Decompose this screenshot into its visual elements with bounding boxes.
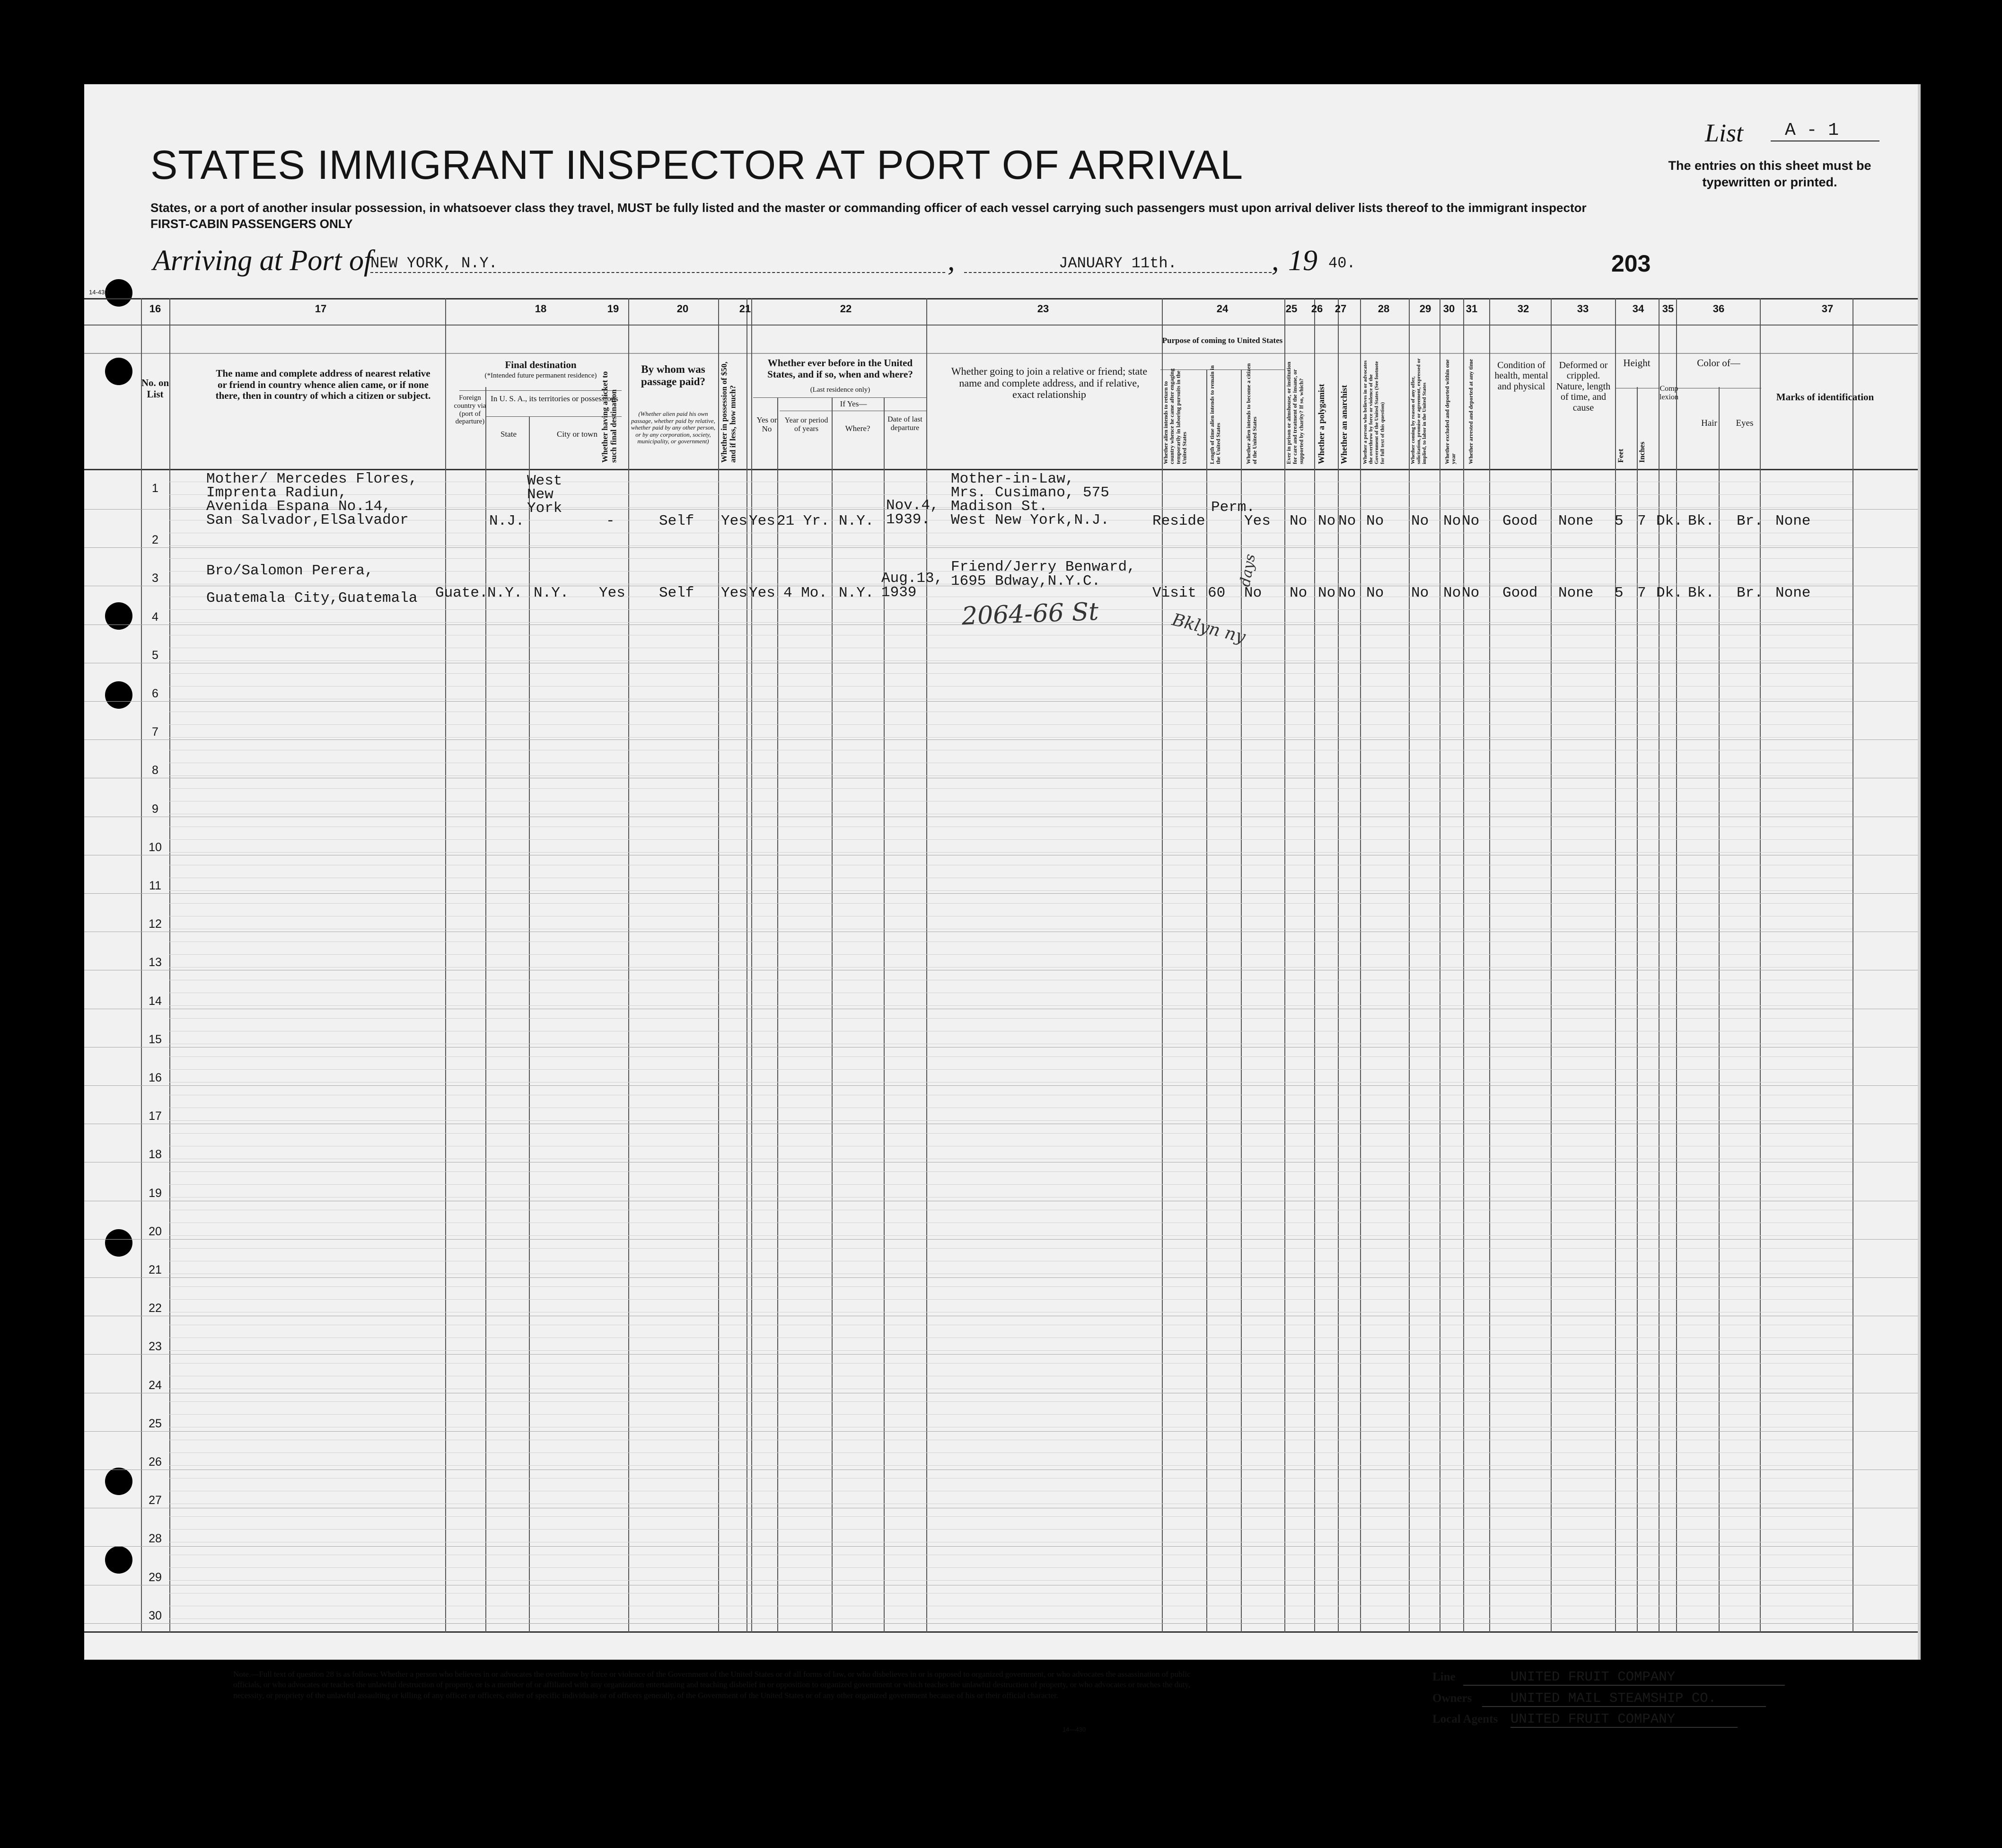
row-number: 27 xyxy=(149,1494,162,1507)
column-rule xyxy=(1615,298,1616,1632)
header-last-residence: (Last residence only) xyxy=(810,386,870,394)
entry-2-hair: Bk. xyxy=(1688,585,1714,601)
row-number: 15 xyxy=(149,1033,162,1046)
fine-rule xyxy=(169,1184,1853,1185)
column-rule xyxy=(718,298,719,1632)
fine-rule xyxy=(169,1465,1853,1466)
entry-2-complexion: Dk. xyxy=(1656,585,1683,601)
col-num: 32 xyxy=(1517,303,1529,315)
row-number: 1 xyxy=(152,482,158,495)
entry-2-eyes: Br. xyxy=(1737,585,1763,601)
entry-2-q30: No xyxy=(1443,585,1461,601)
punch-hole xyxy=(105,1468,132,1495)
header-q29: Whether coming by reason of any offer, solicitation, promise or agreement, expressed or implied, to labor in the United States xyxy=(1410,358,1428,464)
agents-value: UNITED FRUIT COMPANY xyxy=(1510,1711,1738,1728)
row-number: 18 xyxy=(149,1148,162,1161)
entry-1-q31: No xyxy=(1462,513,1480,529)
col-num: 20 xyxy=(676,303,689,315)
column-rule xyxy=(1637,387,1638,1632)
header-purpose-citizen: Whether alien intends to become a citizen of the United States xyxy=(1245,363,1258,464)
entry-1-polygamist: No xyxy=(1318,513,1336,529)
row-rule xyxy=(84,1239,1918,1240)
row-number: 29 xyxy=(149,1571,162,1584)
fine-rule xyxy=(169,1248,1853,1249)
fine-rule xyxy=(169,967,1853,968)
header-ever-before: Whether ever before in the United States, and if so, when and where? xyxy=(767,357,913,380)
entry-2-health: Good xyxy=(1502,585,1538,601)
entry-2-state: N.Y. xyxy=(487,585,523,601)
fine-rule xyxy=(169,1018,1853,1019)
header-q31: Whether arrested and deported at any time xyxy=(1467,359,1474,464)
row-number: 25 xyxy=(149,1417,162,1430)
fine-rule xyxy=(169,839,1853,840)
header-ticket: Whether having a ticket to such final destination xyxy=(600,371,618,463)
column-rule xyxy=(746,298,747,1632)
entry-2-citizen: No xyxy=(1244,585,1262,601)
col-num: 23 xyxy=(1037,303,1049,315)
entry-1-has-50: Yes xyxy=(721,513,747,529)
row-number: 20 xyxy=(149,1225,162,1238)
punch-hole xyxy=(105,1229,132,1257)
column-rule xyxy=(1659,298,1660,1632)
row-number: 4 xyxy=(152,610,158,624)
header-foreign-country: Foreign country via (port of departure) xyxy=(454,394,486,426)
entry-1-q29: No xyxy=(1411,513,1429,529)
header-in-usa: In U. S. A., its territories or possessions xyxy=(491,394,618,403)
fine-rule xyxy=(169,1005,1853,1006)
port-value: NEW YORK, N.Y. xyxy=(370,255,945,273)
entry-1-complexion: Dk. xyxy=(1656,513,1683,529)
passenger-class: FIRST-CABIN PASSENGERS ONLY xyxy=(150,217,353,231)
column-rule xyxy=(832,397,833,1632)
entry-2-purpose: Visit xyxy=(1152,585,1197,601)
column-rule xyxy=(1551,298,1552,1632)
entry-2-been-before: Yes xyxy=(749,585,775,601)
fine-rule xyxy=(169,1350,1853,1351)
col-num: 21 xyxy=(739,303,751,315)
entry-1-deformed: None xyxy=(1558,513,1594,529)
fine-rule xyxy=(169,1133,1853,1134)
fine-rule xyxy=(169,903,1853,904)
entry-2-joining: Friend/Jerry Benward, 1695 Bdway,N.Y.C. xyxy=(951,559,1136,590)
fine-rule xyxy=(169,660,1853,661)
entry-2-prison: No xyxy=(1290,585,1308,601)
col-num: 26 xyxy=(1311,303,1323,315)
row-number: 17 xyxy=(149,1109,162,1123)
row-number: 10 xyxy=(149,841,162,854)
header-color-of: Color of— xyxy=(1697,357,1740,369)
header-passage-note: (Whether alien paid his own passage, whether paid by relative, whether paid by any other person, or by any corporation, society, municipality, or government) xyxy=(631,410,716,445)
fine-rule xyxy=(169,1235,1853,1236)
column-rule xyxy=(751,298,752,1632)
fine-rule xyxy=(169,1529,1853,1530)
header-feet: Feet xyxy=(1617,449,1625,463)
col-num: 30 xyxy=(1443,303,1455,315)
owners-value: UNITED MAIL STEAMSHIP CO. xyxy=(1482,1690,1766,1707)
col-num: 37 xyxy=(1821,303,1834,315)
header-purpose-return: Whether alien intends to return to country whence he came after engaging temporarily in laboring pursuits in the United States xyxy=(1162,368,1188,464)
fine-rule xyxy=(169,775,1853,776)
row-number: 30 xyxy=(149,1609,162,1622)
header-purpose-length: Length of time alien intends to remain in the United States xyxy=(1209,365,1222,464)
row-number: 14 xyxy=(149,994,162,1008)
entry-1-eyes: Br. xyxy=(1737,513,1763,529)
agents-label: Local Agents xyxy=(1432,1713,1498,1725)
entry-2-period: 4 Mo. xyxy=(783,585,828,601)
column-rule xyxy=(628,298,629,1632)
typewritten-instructions: The entries on this sheet must be typewritten or printed. xyxy=(1668,158,1871,190)
entry-2-q28: No xyxy=(1366,585,1384,601)
row-number: 8 xyxy=(152,764,158,777)
fine-rule xyxy=(169,1363,1853,1364)
column-rule xyxy=(1314,298,1315,1632)
row-rule xyxy=(84,1431,1918,1432)
footnote-question-28: Note.—Full text of question 28 is as follows: Whether a person who believes in or advocates the overthrow by force or violence of the Government of the United States or of all forms of law, or who disbelieves in or is opposed to organized government, or who advocates the assassination of public officials, or who advocates or teaches the unlawful destruction of property, or is a member of or affiliated with any organization entertaining and teaching disbelief in or opposition to organized government or which teaches the unlawful destruction of property, or who advocates or teaches the duty, necessity, or propriety of the unlawful assaulting or killing of any officer or officers, either of specific individuals or of officers generally, of the Government of the United States or of any other organized government because of his or their official character. xyxy=(233,1670,1191,1700)
entry-2-q29: No xyxy=(1411,585,1429,601)
col-num: 34 xyxy=(1632,303,1644,315)
row-number: 19 xyxy=(149,1187,162,1200)
entry-2-joining-handwritten: 2064-66 St xyxy=(961,597,1099,631)
entry-1-citizen: Yes xyxy=(1244,513,1271,529)
header-years: Year or period of years xyxy=(784,416,828,433)
entry-1-state: N.J. xyxy=(489,513,525,529)
col-num: 25 xyxy=(1285,303,1298,315)
fine-rule xyxy=(169,673,1853,674)
header-eyes: Eyes xyxy=(1736,418,1754,428)
fine-rule xyxy=(169,1452,1853,1453)
arriving-label: Arriving at Port of xyxy=(153,245,372,277)
punch-hole xyxy=(105,358,132,385)
row-number: 21 xyxy=(149,1263,162,1276)
entry-1-prison: No xyxy=(1290,513,1308,529)
list-label: List xyxy=(1705,119,1744,147)
col-num: 28 xyxy=(1378,303,1390,315)
fine-rule xyxy=(169,1056,1853,1057)
row-number: 7 xyxy=(152,725,158,739)
column-rule xyxy=(529,416,530,1632)
row-number: 5 xyxy=(152,649,158,662)
header-final-destination: Final destination xyxy=(505,359,577,370)
column-rule xyxy=(1206,370,1207,1632)
column-rule xyxy=(777,397,778,1632)
row-number: 2 xyxy=(152,533,158,546)
row-number: 12 xyxy=(149,917,162,931)
row-rule xyxy=(84,547,1918,548)
entry-2-foreign-country: Guate. xyxy=(435,585,488,601)
col-num: 29 xyxy=(1419,303,1431,315)
row-number: 11 xyxy=(149,879,161,892)
col-num: 36 xyxy=(1712,303,1725,315)
page-number: 203 xyxy=(1611,250,1651,277)
row-rule xyxy=(84,1623,1918,1624)
entry-2-anarchist: No xyxy=(1338,585,1356,601)
row-number: 26 xyxy=(149,1455,162,1469)
row-number: 16 xyxy=(149,1071,162,1084)
fine-rule xyxy=(169,1069,1853,1070)
col-num: 19 xyxy=(607,303,619,315)
entry-2-deformed: None xyxy=(1558,585,1594,601)
column-rule xyxy=(1676,298,1677,1632)
col-num: 16 xyxy=(149,303,161,315)
header-prison: Ever in prison or almshouse, or institution for care and treatment of the insane, or supported by charity? If so, which? xyxy=(1285,361,1305,464)
column-rule xyxy=(1360,298,1361,1632)
entry-1-purpose: Reside xyxy=(1152,513,1205,529)
entry-2-has-50: Yes xyxy=(721,585,747,601)
entry-1-relative: Mother/ Mercedes Flores, Imprenta Radiun, Avenida Espana No.14, San Salvador,ElSalvador xyxy=(206,471,418,528)
form-code: 14-430 xyxy=(89,289,108,296)
fine-rule xyxy=(169,1120,1853,1121)
col-num: 35 xyxy=(1662,303,1674,315)
col-num: 31 xyxy=(1466,303,1478,315)
header-hair: Hair xyxy=(1701,418,1717,428)
row-number: 6 xyxy=(152,687,158,700)
entry-1-q30: No xyxy=(1443,513,1461,529)
column-rule xyxy=(1162,298,1163,1632)
punch-hole xyxy=(105,279,132,307)
column-rule xyxy=(1284,298,1285,1632)
fine-rule xyxy=(169,1516,1853,1517)
entry-2-marks: None xyxy=(1775,585,1811,601)
entry-1-feet: 5 xyxy=(1615,513,1624,529)
fine-rule xyxy=(169,1401,1853,1402)
column-rule xyxy=(1463,298,1464,1632)
fine-rule xyxy=(169,852,1853,853)
entry-2-where: N.Y. xyxy=(839,585,874,601)
header-polygamist: Whether a polygamist xyxy=(1317,384,1326,464)
header-final-destination-note: (*Intended future permanent residence) xyxy=(484,372,597,379)
entry-2-inches: 7 xyxy=(1637,585,1646,601)
col-num: 22 xyxy=(840,303,852,315)
row-rule xyxy=(84,701,1918,702)
column-rule xyxy=(1409,298,1410,1632)
col-num: 27 xyxy=(1335,303,1347,315)
row-number: 13 xyxy=(149,956,162,969)
header-date-departure: Date of last departure xyxy=(887,415,922,432)
entry-2-departure: Aug.13, 1939 xyxy=(881,570,943,601)
entry-1-period: 21 Yr. xyxy=(777,513,830,529)
header-where: Where? xyxy=(845,424,870,433)
page-title: STATES IMMIGRANT INSPECTOR AT PORT OF ARRIVAL xyxy=(150,142,1244,188)
header-anarchist: Whether an anarchist xyxy=(1339,385,1349,464)
column-rule xyxy=(1760,298,1761,1632)
header-height: Height xyxy=(1623,357,1651,369)
list-value: A - 1 xyxy=(1771,120,1879,141)
row-rule xyxy=(84,739,1918,740)
fine-rule xyxy=(169,1567,1853,1568)
header-state: State xyxy=(500,430,517,439)
header-purpose: Purpose of coming to United States xyxy=(1162,336,1283,345)
entry-1-q28: No xyxy=(1366,513,1384,529)
header-no-on-list: No. on List xyxy=(141,377,169,400)
row-rule xyxy=(84,1085,1918,1086)
fine-rule xyxy=(169,890,1853,891)
col-num: 24 xyxy=(1216,303,1229,315)
row-number: 9 xyxy=(152,802,158,816)
fine-rule xyxy=(169,1286,1853,1287)
entry-2-paid-by: Self xyxy=(659,585,694,601)
year-suffix: 40. xyxy=(1328,255,1356,272)
line-value: UNITED FRUIT COMPANY xyxy=(1463,1669,1785,1686)
entry-2-relative: Bro/Salomon Perera, Guatemala City,Guatemala xyxy=(206,563,418,607)
entry-1-hair: Bk. xyxy=(1688,513,1714,529)
entry-1-paid-by: Self xyxy=(659,513,694,529)
entry-1-been-before: Yes xyxy=(749,513,775,529)
fine-rule xyxy=(169,1299,1853,1300)
entry-1-where: N.Y. xyxy=(839,513,874,529)
entry-2-city: N.Y. xyxy=(534,585,569,601)
header-q30: Whether excluded and deported within one year xyxy=(1444,359,1457,464)
header-if-yes: If Yes— xyxy=(840,399,867,408)
entry-2-length-handwritten: days xyxy=(1237,553,1259,588)
header-nearest-relative: The name and complete address of nearest relative or friend in country whence alien came, or if none there, then in country of which a citizen or subject. xyxy=(215,368,431,402)
header-possession-50: Whether in possession of $50, and if less, how much? xyxy=(720,361,738,463)
fine-rule xyxy=(169,1580,1853,1581)
row-rule xyxy=(84,1546,1918,1547)
row-number: 3 xyxy=(152,572,158,585)
footer-form-code: 14—430 xyxy=(1062,1726,1086,1733)
col-num: 33 xyxy=(1577,303,1589,315)
row-number: 23 xyxy=(149,1340,162,1353)
fine-rule xyxy=(169,1414,1853,1415)
header-marks: Marks of identification xyxy=(1776,391,1874,403)
fine-rule xyxy=(169,724,1853,725)
comma-separator: , xyxy=(1272,245,1279,277)
row-number: 22 xyxy=(149,1302,162,1315)
entry-2-feet: 5 xyxy=(1615,585,1624,601)
entry-1-joining: Mother-in-Law, Mrs. Cusimano, 575 Madison St. West New York,N.J. xyxy=(951,471,1109,528)
punch-hole xyxy=(105,602,132,630)
manifest-sheet xyxy=(84,84,1918,1733)
column-rule xyxy=(445,298,446,1632)
row-rule xyxy=(84,893,1918,894)
owners-label: Owners xyxy=(1432,1692,1472,1705)
fine-rule xyxy=(169,1171,1853,1172)
header-city: City or town xyxy=(557,430,597,439)
header-joining: Whether going to join a relative or friend; state name and complete address, and if relative, exact relationship xyxy=(951,365,1148,401)
punch-hole xyxy=(105,1546,132,1574)
entry-1-departure: Nov.4, 1939. xyxy=(886,497,939,528)
year-prefix: 19 xyxy=(1288,245,1317,277)
header-deformed: Deformed or crippled. Nature, length of time, and cause xyxy=(1556,360,1611,413)
comma-separator: , xyxy=(948,245,955,277)
entry-1-anarchist: No xyxy=(1338,513,1356,529)
entry-2-joining-handwritten-2: Bklyn ny xyxy=(1170,610,1247,647)
form-subtitle: States, or a port of another insular possession, in whatsoever class they travel, MUST be fully listed and the master or commanding officer of each vessel carrying such passengers must upon arrival deliver lists thereof to the immigrant inspector xyxy=(150,201,1587,215)
entry-2-length: 60 xyxy=(1208,585,1226,601)
fine-rule xyxy=(169,954,1853,955)
column-rule xyxy=(1719,387,1720,1632)
entry-2-polygamist: No xyxy=(1318,585,1336,601)
column-rule xyxy=(485,387,486,1632)
col-num: 17 xyxy=(315,303,327,315)
header-health: Condition of health, mental and physical xyxy=(1494,360,1548,392)
header-inches: Inches xyxy=(1638,441,1646,463)
entry-1-length: Perm. xyxy=(1211,499,1256,516)
row-rule xyxy=(84,1354,1918,1355)
punch-hole xyxy=(105,681,132,709)
header-passage-paid: By whom was passage paid? xyxy=(641,363,706,387)
fine-rule xyxy=(169,737,1853,738)
row-number: 28 xyxy=(149,1532,162,1545)
entry-2-q31: No xyxy=(1462,585,1480,601)
entry-1-inches: 7 xyxy=(1637,513,1646,529)
entry-1-city: West New York xyxy=(527,473,562,517)
column-rule xyxy=(1489,298,1490,1632)
col-num: 18 xyxy=(535,303,547,315)
entry-1-health: Good xyxy=(1502,513,1538,529)
line-label: Line xyxy=(1432,1671,1456,1683)
entry-1-ticket: - xyxy=(606,513,615,529)
entry-1-marks: None xyxy=(1775,513,1811,529)
column-rule xyxy=(1338,298,1339,1632)
header-complexion: Complexion xyxy=(1660,385,1678,401)
row-number: 24 xyxy=(149,1379,162,1392)
header-yes-no: Yes or No xyxy=(756,415,777,434)
fine-rule xyxy=(169,788,1853,789)
row-rule xyxy=(84,1277,1918,1278)
date-value: JANUARY 11th. xyxy=(964,255,1272,273)
entry-2-ticket: Yes xyxy=(599,585,625,601)
header-q28: Whether a person who believes in or advocates the overthrow by force or violence of the Government of the United States (See footnote for full text of this question) xyxy=(1362,360,1386,464)
